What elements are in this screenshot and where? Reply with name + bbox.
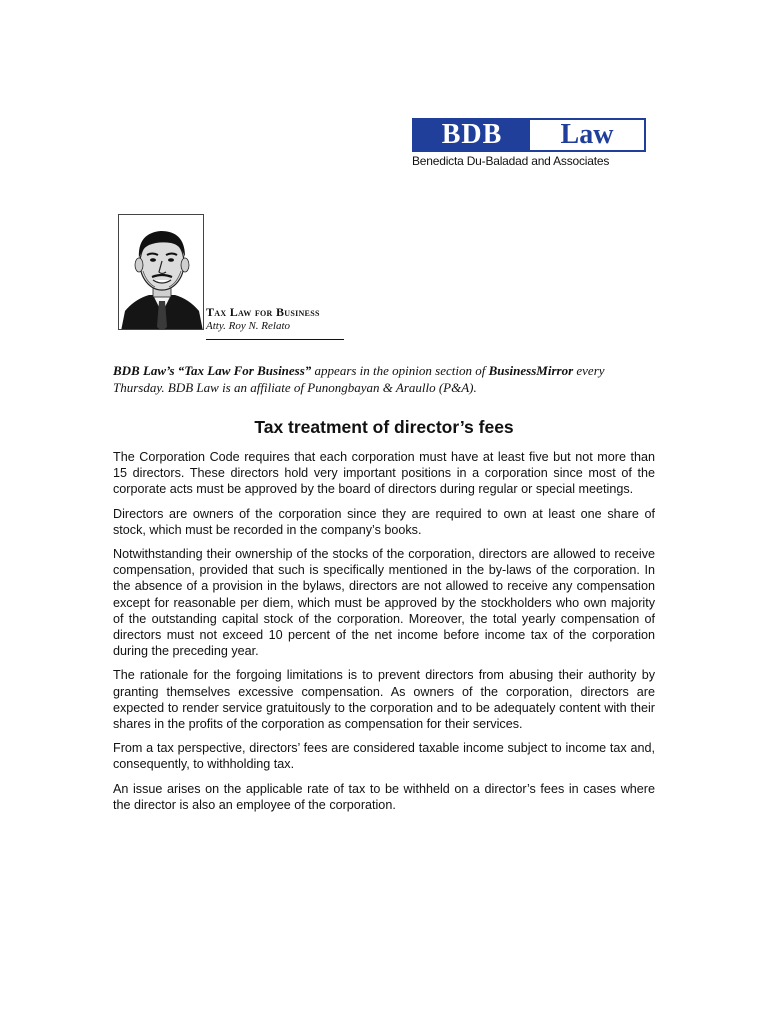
article-paragraph: The Corporation Code requires that each corporation must have at least five but not more than 15 directors. These directors hold very important positions in a corporation since most of the corporate acts must be approved by the board of directors during regular or special meetings. (113, 450, 655, 497)
article-paragraph: Notwithstanding their ownership of the stocks of the corporation, directors are allowed to receive compensation, provided that such is specifically mentioned in the by-laws of the corporation. In the absence of a provision in the bylaws, directors are not allowed to receive any compensation except for reasonable per diem, which must be approved by the stockholders who own majority of the outstanding capital stock of the corporation. Moreover, the total yearly compensation of directors must not exceed 10 percent of the net income before income tax of the corporation during the preceding year. (113, 547, 655, 659)
column-title: Tax Law for Business (206, 305, 320, 319)
article-paragraph: The rationale for the forgoing limitations is to prevent directors from abusing their authority by granting themselves excessive compensation. As owners of the corporation, directors are expected to render service gratuitously to the corporation and to be adequately content with their shares in the profits of the corporation as compensation for their services. (113, 668, 655, 732)
intro-text-1: appears in the opinion section of (311, 363, 489, 378)
author-portrait (118, 214, 204, 330)
author-portrait-illustration (119, 215, 204, 330)
column-header (206, 305, 346, 332)
bdb-law-logo (412, 118, 646, 168)
firm-name: Benedicta Du-Baladad and Associates (412, 154, 610, 168)
article-paragraph: From a tax perspective, directors’ fees are considered taxable income subject to income tax and, consequently, to withholding tax. (113, 741, 655, 772)
intro-note (113, 362, 659, 396)
article-paragraph: An issue arises on the applicable rate of tax to be withheld on a director’s fees in cases where the director is also an employee of the corporation. (113, 781, 655, 812)
logo-mark (412, 118, 646, 152)
intro-publication: BusinessMirror (488, 363, 574, 378)
intro-column-name: BDB Law’s “Tax Law For Business” (113, 363, 312, 378)
column-author: Atty. Roy N. Relato (206, 320, 291, 332)
logo-mark-right: Law (530, 120, 644, 150)
column-divider (206, 339, 344, 340)
article-paragraph: Directors are owners of the corporation since they are required to own at least one share of stock, which must be recorded in the company’s books. (113, 506, 655, 537)
article-body (113, 449, 655, 821)
intro-text-2: every Thursday. BDB Law is an affiliate of Punongbayan & Araullo (P&A). (113, 363, 605, 395)
logo-mark-left: BDB (414, 120, 530, 150)
article-title: Tax treatment of director’s fees (254, 417, 514, 437)
